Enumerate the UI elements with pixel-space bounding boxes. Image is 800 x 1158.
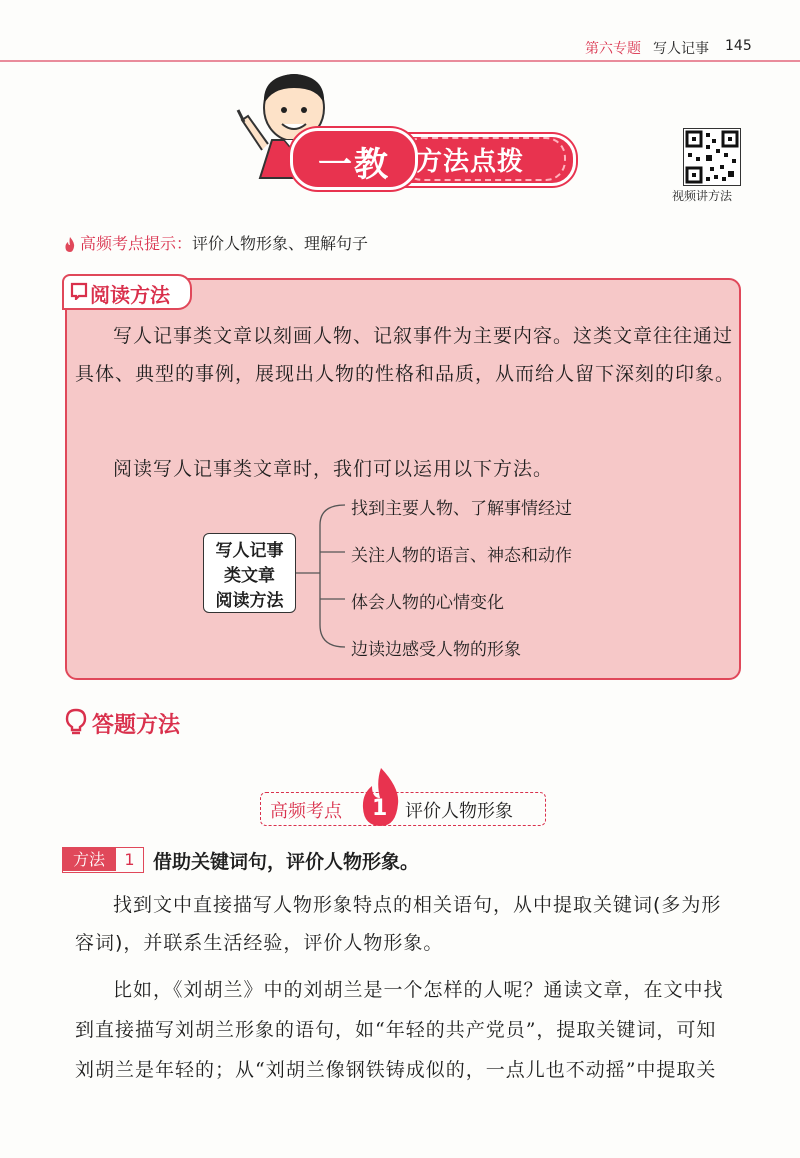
lightbulb-icon xyxy=(65,708,87,736)
header-chapter: 写人记事 xyxy=(653,41,709,57)
flame-icon xyxy=(64,237,76,253)
mindmap-item-1: 找到主要人物、了解事情经过 xyxy=(351,499,572,519)
method-tag-label: 方法 xyxy=(63,848,115,871)
book-icon xyxy=(70,282,88,300)
method-tag xyxy=(62,847,144,873)
banner-title: 方法点拨 xyxy=(416,147,525,177)
mindmap-item-2: 关注人物的语言、神态和动作 xyxy=(351,546,572,566)
key-point-title: 评价人物形象 xyxy=(405,801,513,822)
key-point-tip xyxy=(64,231,368,254)
reading-method-title: 阅读方法 xyxy=(90,283,170,307)
mindmap-item-4: 边读边感受人物的形象 xyxy=(351,640,521,660)
tip-label: 高频考点提示： xyxy=(80,234,193,253)
mindmap-center-node xyxy=(203,533,296,613)
qr-caption: 视频讲方法 xyxy=(672,189,733,203)
qr-code-icon[interactable] xyxy=(683,128,741,186)
banner-prefix: 一教 xyxy=(318,145,390,185)
key-point-number: 1 xyxy=(372,796,388,821)
header-section: 第六专题 xyxy=(585,41,641,57)
reading-paragraph-2: 阅读写人记事类文章时，我们可以运用以下方法。 xyxy=(113,458,554,480)
method-paragraph-1: 找到文中直接描写人物形象特点的相关语句，从中提取关键词(多为形容词)，并联系生活经验，评价人物形象。 xyxy=(75,894,722,954)
header-divider xyxy=(0,60,800,62)
answer-method-title: 答题方法 xyxy=(92,713,181,738)
method-paragraph-2: 比如，《刘胡兰》中的刘胡兰是一个怎样的人呢？通读文章，在文中找到直接描写刘胡兰形象的语句，如“年轻的共产党员”，提取关键词，可知刘胡兰是年轻的；从“刘胡兰像钢铁铸成似的，一点儿也不动摇”中提取关 xyxy=(75,979,724,1081)
section-banner xyxy=(290,128,575,188)
mindmap-item-3: 体会人物的心情变化 xyxy=(351,593,504,613)
mindmap-center-line-2: 类文章 xyxy=(224,566,275,586)
mindmap-center-line-1: 写人记事 xyxy=(215,541,284,561)
method-tag-number: 1 xyxy=(115,848,143,871)
mindmap-center-line-3: 阅读方法 xyxy=(215,591,284,611)
reading-paragraph-1: 写人记事类文章以刻画人物、记叙事件为主要内容。这类文章往往通过具体、典型的事例，展现出人物的性格和品质，从而给人留下深刻的印象。 xyxy=(75,325,736,385)
key-point-label: 高频考点 xyxy=(270,801,342,822)
tip-text: 评价人物形象、理解句子 xyxy=(192,234,369,253)
page-number: 145 xyxy=(725,38,752,54)
method-title: 借助关键词句，评价人物形象。 xyxy=(153,851,420,873)
mindmap-connectors xyxy=(290,495,360,665)
